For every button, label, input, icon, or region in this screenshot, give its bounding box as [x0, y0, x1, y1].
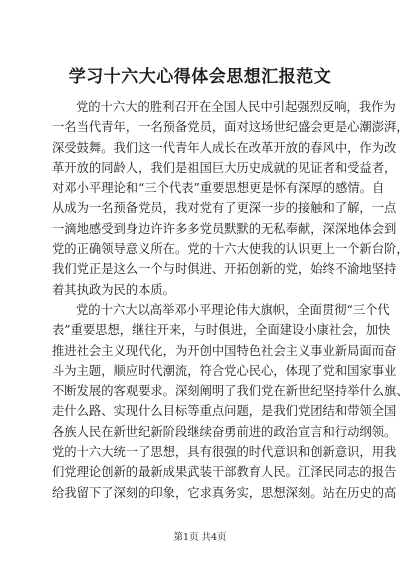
text-line: 一滴地感受到身边许许多多党员默默的无私奉献，深深地体会到	[52, 221, 397, 236]
text-line: 深受鼓舞。我们这一代青年人成长在改革开放的春风中，作为改	[52, 140, 397, 155]
text-line: 各族人民在新世纪新阶段继续奋勇前进的政治宣言和行动纲领。	[52, 424, 397, 439]
text-line: 党的正确领导意义所在。党的十六大使我的认识更上一个新台阶，	[52, 242, 409, 257]
text-line: 党的十六大统一了思想，具有很强的时代意识和创新意识，用我	[52, 445, 397, 460]
document-body	[52, 97, 409, 503]
text-line: 表”重要思想，继往开来，与时俱进，全面建设小康社会，加快	[52, 323, 391, 338]
text-line: 党的十六大的胜利召开在全国人民中引起强烈反响，我作为	[76, 100, 396, 114]
text-line: 走什么路、实现什么目标等重点问题，是我们党团结和带领全国	[52, 404, 397, 419]
text-line: 我们党正是这么一个与时俱进、开拓创新的党，始终不渝地坚持	[52, 262, 397, 277]
paragraph-2	[52, 300, 409, 503]
text-line: 着其执政为民的本质。	[52, 282, 175, 297]
text-line: 不断发展的客观要求。深刻阐明了我们党在新世纪坚持举什么旗、	[52, 384, 409, 399]
paragraph-1	[52, 97, 409, 300]
page-indicator: 第1页 共4页	[173, 532, 227, 543]
text-line: 党的十六大以高举邓小平理论伟大旗帜，全面贯彻“三个代	[76, 302, 390, 317]
text-line: 给我留下了深刻的印象，它求真务实，思想深刻。站在历史的高	[52, 485, 397, 500]
text-line: 斗为主题，顺应时代潮流，符合党心民心，体现了党和国家事业	[52, 363, 397, 378]
text-line: 一名当代青年，一名预备党员，面对这场世纪盛会更是心潮澎湃，	[52, 120, 409, 135]
text-line: 从成为一名预备党员，我对党有了更深一步的接触和了解，一点	[52, 201, 397, 216]
text-line: 们党理论创新的最新成果武装干部教育人民。江泽民同志的报告	[52, 465, 397, 480]
text-line: 推进社会主义现代化，为开创中国特色社会主义事业新局面而奋	[52, 343, 397, 358]
document-title: 学习十六大心得体会思想汇报范文	[68, 67, 332, 87]
text-line: 革开放的同龄人，我们是祖国巨大历史成就的见证者和受益者，	[52, 160, 397, 175]
text-line: 对邓小平理论和“三个代表”重要思想更是怀有深厚的感情。自	[52, 181, 385, 196]
